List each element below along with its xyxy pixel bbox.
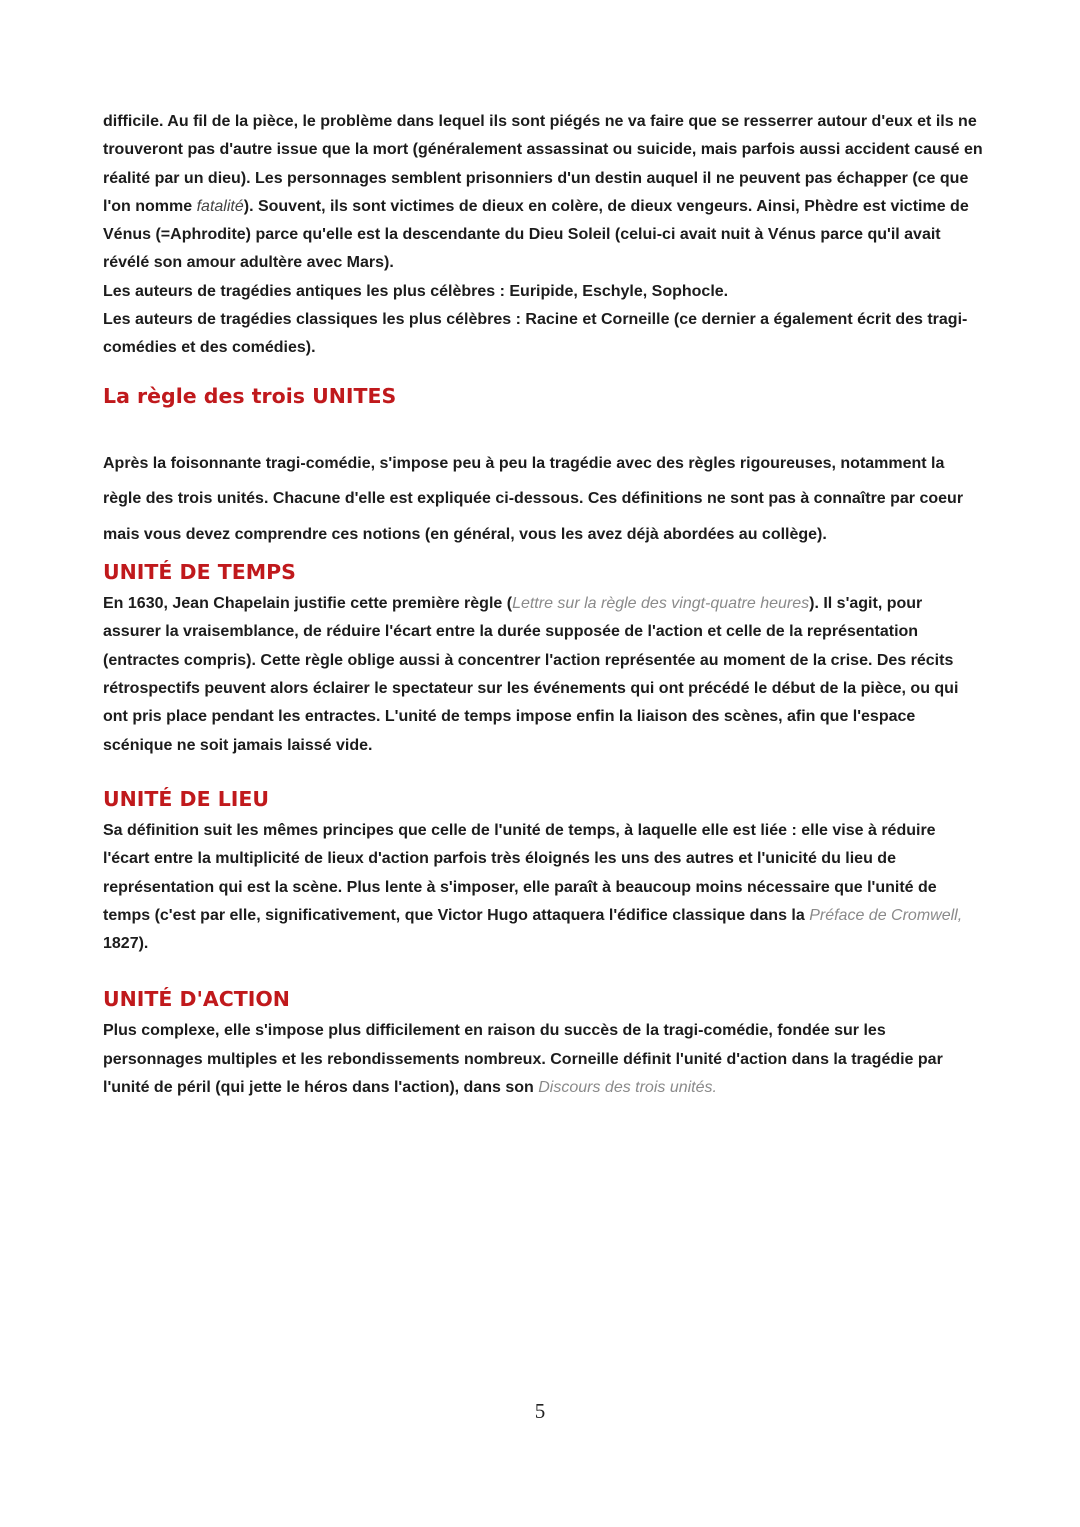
intro-text-1: difficile. Au fil de la pièce, le problème dans lequel ils sont piégés ne va faire que se resserrer autour d'eux et ils ne trouveront pas d'autre issue que la mort (généralement assassinat ou suicide, mais parfois aussi accident causé en réalité par un dieu). Les personnages semblent prisonniers d'un destin auquel il ne peuvent pas échapper (ce que l'on nomme [103, 113, 983, 215]
unite-lieu-text-1: Sa définition suit les mêmes principes que celle de l'unité de temps, à laquelle elle est liée : elle vise à réduire l'écart entre la multiplicité de lieux d'action parfois très éloignés les uns des autres et l'unicité du lieu de représentation qui est la scène. Plus lente à s'imposer, elle paraît à beaucoup moins nécessaire que l'unité de temps (c'est par elle, significativement, que Victor Hugo attaquera l'édifice classique dans la [103, 821, 937, 924]
page-number: 5 [534, 1399, 546, 1423]
document-page [103, 108, 983, 1102]
unite-temps-paragraph [103, 590, 983, 760]
section-title: La règle des trois UNITES [103, 383, 397, 408]
section-intro-paragraph: Après la foisonnante tragi-comédie, s'impose peu à peu la tragédie avec des règles rigoureuses, notamment la règle des trois unités. Chacune d'elle est expliquée ci-dessous. Ces définitions ne sont pas à connaître par coeur mais vous devez comprendre ces notions (en général, vous les avez déjà abordées au collège). [103, 454, 964, 543]
unite-lieu-text-2: 1827). [103, 935, 149, 953]
intro-paragraph [103, 108, 983, 278]
unite-action-heading: UNITÉ D'ACTION [103, 987, 290, 1012]
unite-temps-text-2: ). Il s'agit, pour assurer la vraisemblance, de réduire l'écart entre la durée supposée de l'action et celle de la représentation (entractes compris). Cette règle oblige aussi à concentrer l'action représentée au moment de la crise. Des récits rétrospectifs peuvent alors éclairer le spectateur sur les événements qui ont précédé le début de la pièce, ou qui ont pris place pendant les entractes. L'unité de temps impose enfin la liaison des scènes, afin que l'espace scénique ne soit jamais laissé vide. [103, 595, 959, 754]
cromwell-reference: Préface de Cromwell, [809, 906, 963, 924]
unite-temps-heading: UNITÉ DE TEMPS [103, 560, 296, 585]
unite-action-text: Plus complexe, elle s'impose plus difficilement en raison du succès de la tragi-comédie, fondée sur les personnages multiples et les rebondissements nombreux. Corneille définit l'unité d'action dans la tragédie par l'unité de péril (qui jette le héros dans l'action), dans son [103, 1022, 943, 1097]
antique-authors-line: Les auteurs de tragédies antiques les plus célèbres : Euripide, Eschyle, Sophocle. [103, 282, 729, 300]
discours-reference: Discours des trois unités. [538, 1079, 717, 1097]
fatalite-term: fatalité [196, 197, 244, 215]
intro-text-2: ). Souvent, ils sont victimes de dieux en colère, de dieux vengeurs. Ainsi, Phèdre est victime de Vénus (=Aphrodite) parce qu'elle est la descendante du Dieu Soleil (celui-ci avait nuit à Vénus parce qu'il avait révélé son amour adultère avec Mars). [103, 197, 969, 272]
unite-action-paragraph [103, 1017, 983, 1102]
unite-lieu-paragraph [103, 817, 983, 958]
unite-temps-text-1: En 1630, Jean Chapelain justifie cette première règle ( [103, 595, 513, 613]
unite-lieu-heading: UNITÉ DE LIEU [103, 786, 270, 811]
chapelain-reference: Lettre sur la règle des vingt-quatre heures [512, 595, 810, 613]
classic-authors-line: Les auteurs de tragédies classiques les plus célèbres : Racine et Corneille (ce dernier a également écrit des tragi-comédies et des comédies). [103, 311, 968, 357]
